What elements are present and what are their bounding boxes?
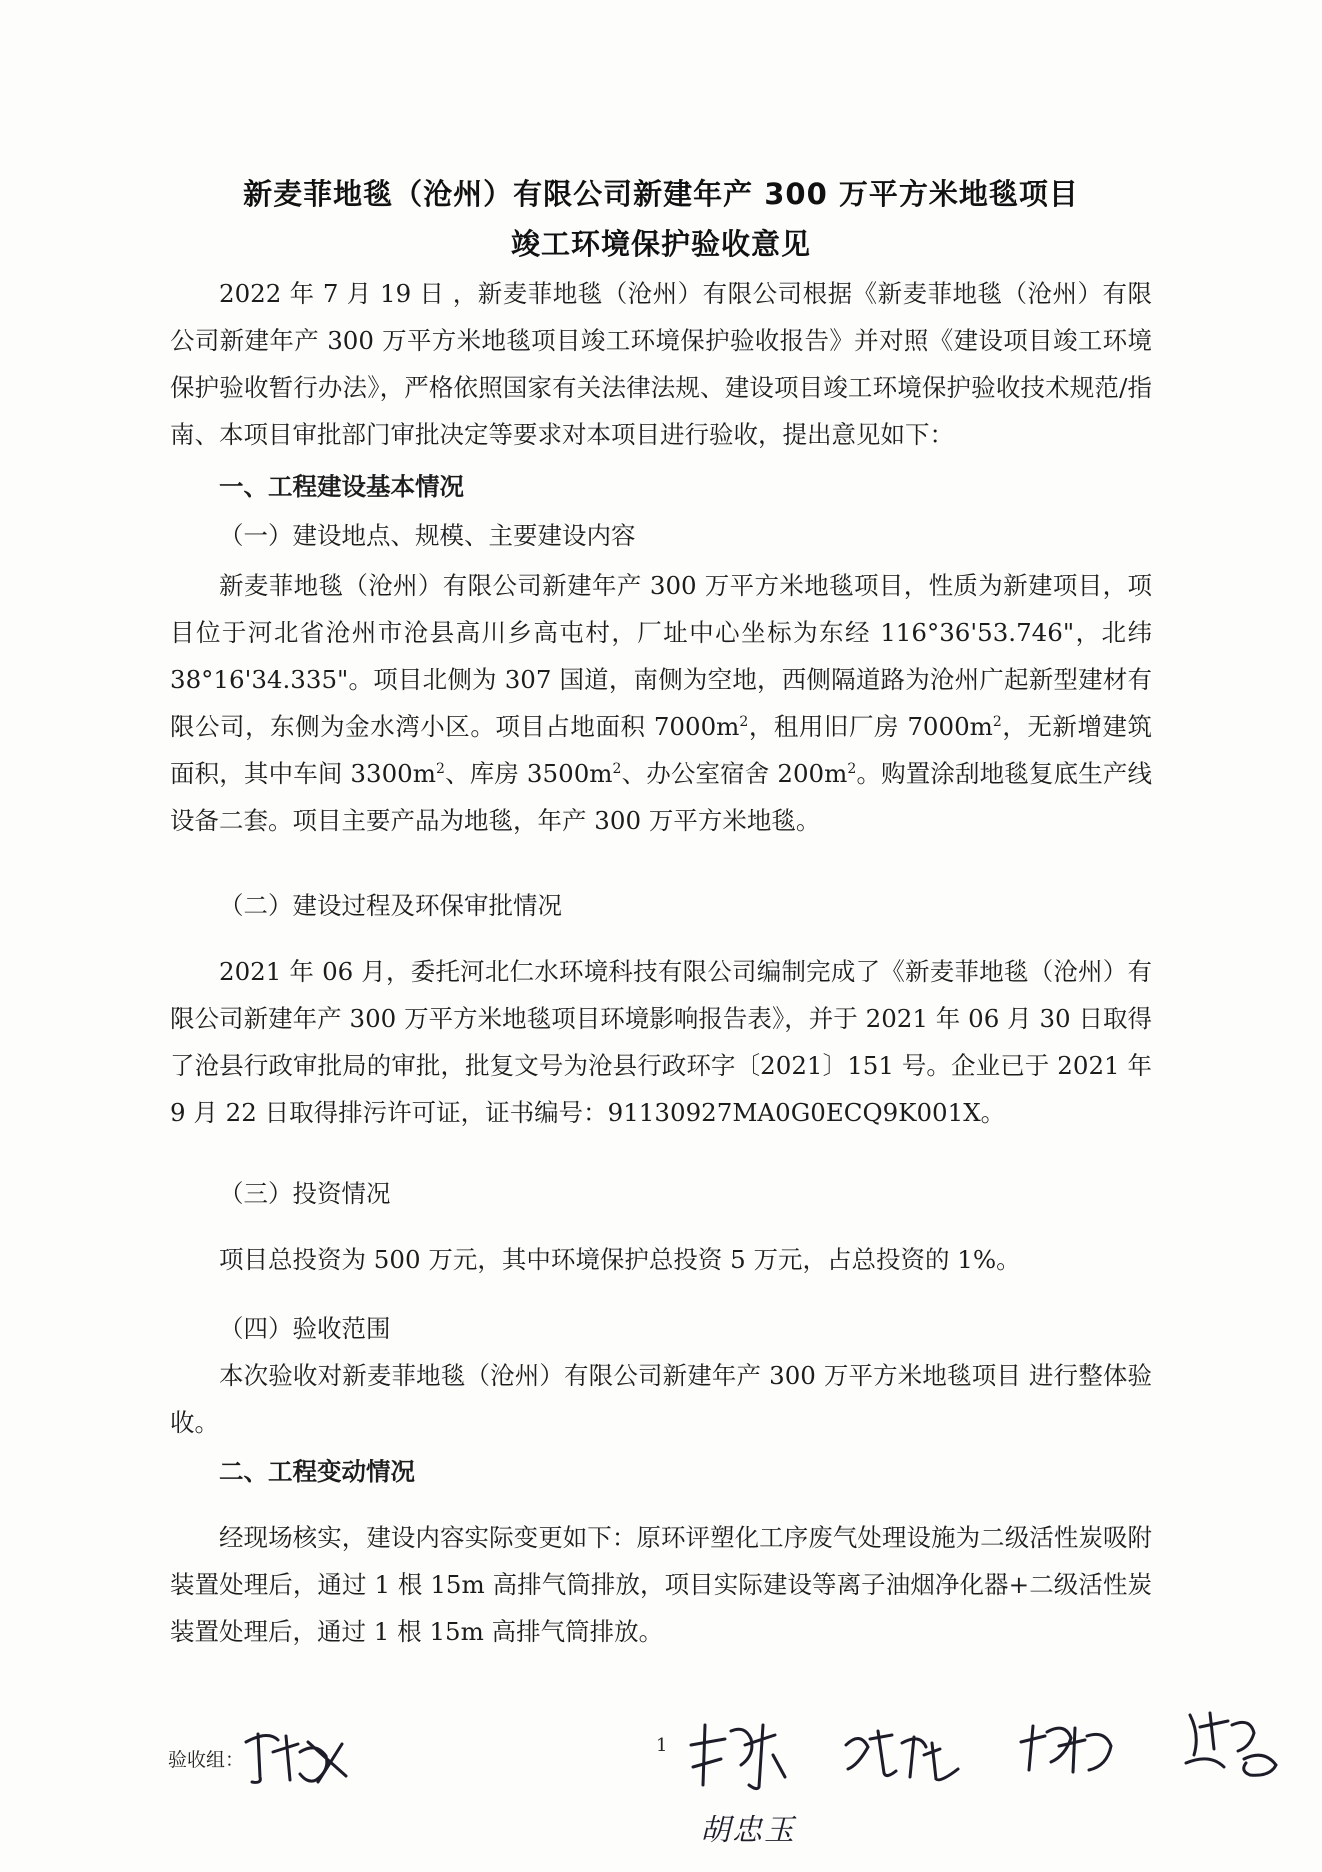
subsection-3-heading: （三）投资情况: [219, 1179, 391, 1208]
subsection-4-heading: （四）验收范围: [219, 1314, 391, 1343]
superscript: 2: [436, 760, 445, 777]
section-2-heading: 二、工程变动情况: [219, 1457, 415, 1486]
subsection-1-paragraph: [170, 562, 1152, 844]
text-run: 、库房 3500m: [444, 759, 613, 788]
signature-2: [685, 1715, 795, 1795]
text-run: 、办公室宿舍 200m: [621, 759, 848, 788]
subsection-2-heading: （二）建设过程及环保审批情况: [219, 891, 562, 920]
text-run: 新麦菲地毯（沧州）有限公司新建年产 300 万平方米地毯项目，性质为新建项目，项目位于河北省沧州市沧县高川乡高屯村，厂址中心坐标为东经 116°36'53.746"，北纬 38°16'34.335"。项目北侧为 307 国道，南侧为空地，西侧隔道路为沧州广起新型建材有限公司，东侧为金水湾小区。项目占地面积 7000m: [170, 571, 1152, 741]
acceptance-group-label: 验收组：: [168, 1749, 245, 1771]
document-title-line-1: 新麦菲地毯（沧州）有限公司新建年产 300 万平方米地毯项目: [243, 177, 1079, 211]
superscript: 2: [847, 760, 857, 777]
intro-paragraph: 2022 年 7 月 19 日 ，新麦菲地毯（沧州）有限公司根据《新麦菲地毯（沧州）有限公司新建年产 300 万平方米地毯项目竣工环境保护验收报告》并对照《建设项目竣工环境保护验收暂行办法》，严格依照国家有关法律法规、建设项目竣工环境保护验收技术规范/指南、本项目审批部门审批决定等要求对本项目进行验收，提出意见如下：: [170, 279, 1152, 449]
superscript: 2: [612, 760, 622, 777]
signature-1: [238, 1722, 358, 1792]
page-number: 1: [656, 1735, 668, 1756]
text-run: 。购置涂刮地毯复底生产线设备二套。项目主要产品为地毯，年产 300 万平方米地毯。: [170, 759, 1153, 835]
superscript: 2: [992, 713, 1002, 730]
subsection-3-paragraph: 项目总投资为 500 万元，其中环境保护总投资 5 万元，占总投资的 1%。: [219, 1245, 1021, 1274]
signature-6: [1180, 1705, 1290, 1785]
signature-5: 胡忠玉: [700, 1813, 796, 1848]
signature-4: [1015, 1718, 1125, 1778]
text-run: ，无新增建筑面积，其中车间 3300m: [170, 712, 1153, 788]
subsection-4-paragraph: 本次验收对新麦菲地毯（沧州）有限公司新建年产 300 万平方米地毯项目 进行整体验收。: [170, 1361, 1152, 1437]
text-run: ，租用旧厂房 7000m: [748, 712, 993, 741]
section-2-paragraph: 经现场核实，建设内容实际变更如下：原环评塑化工序废气处理设施为二级活性炭吸附装置处理后，通过 1 根 15m 高排气筒排放，项目实际建设等离子油烟净化器+二级活性炭装置处理后，通过 1 根 15m 高排气筒排放。: [170, 1523, 1152, 1646]
subsection-2-paragraph: 2021 年 06 月，委托河北仁水环境科技有限公司编制完成了《新麦菲地毯（沧州）有限公司新建年产 300 万平方米地毯项目环境影响报告表》，并于 2021 年 06 月 30 日取得了沧县行政审批局的审批，批复文号为沧县行政环字〔2021〕151 号。企业已于 2021 年 9 月 22 日取得排污许可证，证书编号：91130927MA0G0ECQ9K001X。: [170, 957, 1152, 1127]
signature-3: [840, 1725, 970, 1785]
document-title-line-2: 竣工环境保护验收意见: [510, 227, 811, 261]
section-1-heading: 一、工程建设基本情况: [219, 472, 464, 501]
superscript: 2: [739, 713, 749, 730]
subsection-1-heading: （一）建设地点、规模、主要建设内容: [219, 521, 636, 550]
